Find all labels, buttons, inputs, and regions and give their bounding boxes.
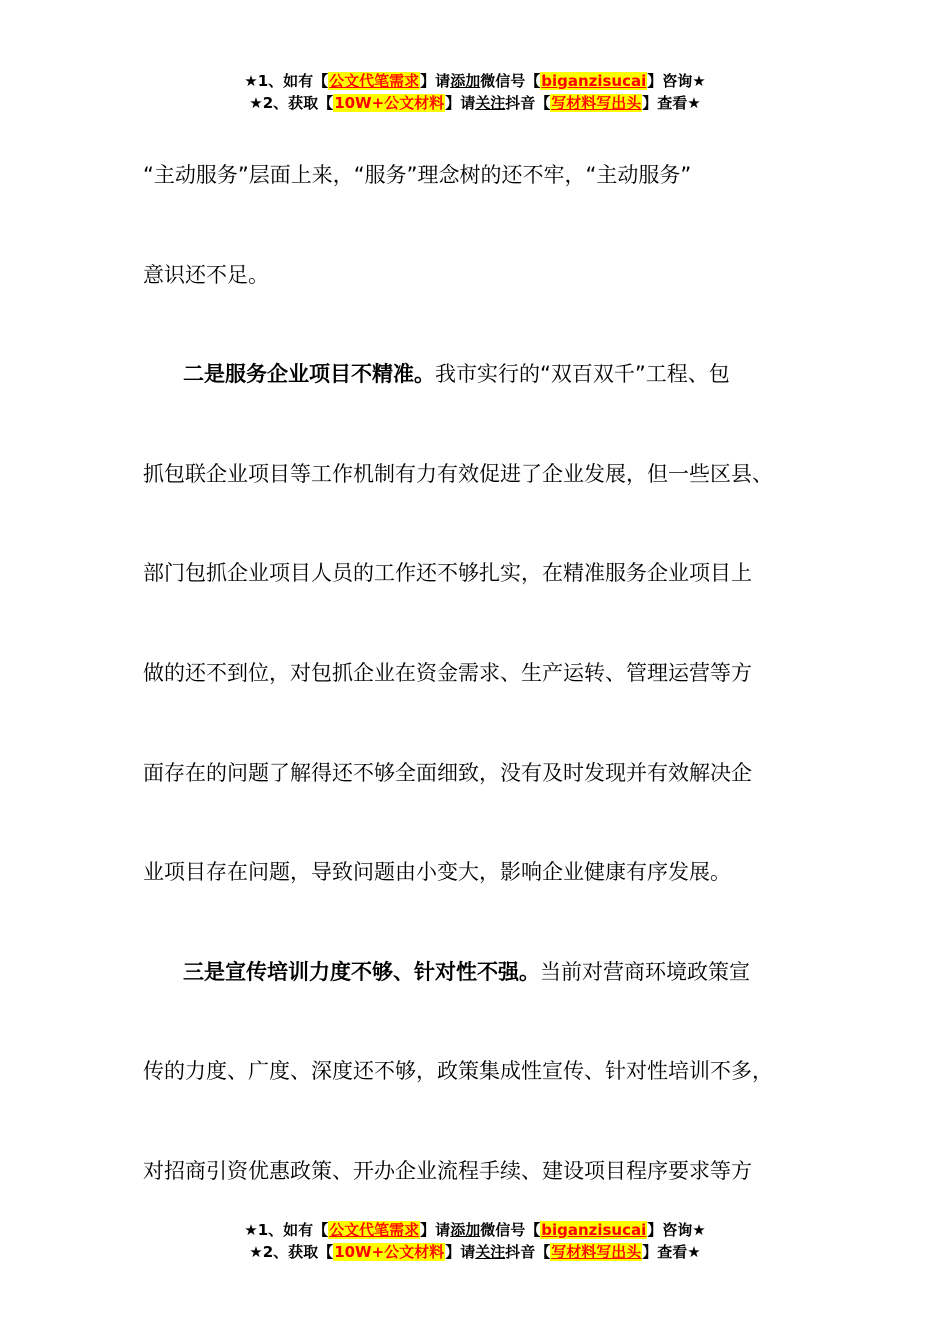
body-line: 面存在的问题了解得还不够全面细致，没有及时发现并有效解决企 — [143, 760, 752, 785]
promo-highlight-douyin: 写材料写出头 — [551, 94, 642, 112]
promo-highlight-douyin: 写材料写出头 — [551, 1243, 642, 1261]
promo-line-2: ★2、获取【10W+公文材料】请关注抖音【写材料写出头】查看★ — [249, 1243, 701, 1261]
document-body — [143, 126, 833, 1222]
promo-line-2: ★2、获取【10W+公文材料】请关注抖音【写材料写出头】查看★ — [249, 94, 701, 112]
paragraph-3-first-line: 三是宣传培训力度不够、针对性不强。当前对营商环境政策宣 — [183, 959, 750, 984]
promo-highlight-service: 公文代笔需求 — [329, 72, 420, 90]
footer-promo-banner — [0, 1219, 950, 1263]
paragraph-2-lead: 二是服务企业项目不精准。 — [183, 362, 435, 387]
promo-highlight-materials: 10W+公文材料 — [334, 1243, 445, 1261]
body-line: 意识还不足。 — [143, 262, 269, 287]
body-line: 部门包抓企业项目人员的工作还不够扎实，在精准服务企业项目上 — [143, 561, 752, 586]
body-line: “主动服务”层面上来，“服务”理念树的还不牢，“主动服务” — [143, 163, 692, 187]
promo-highlight-wechat: biganzisucai — [541, 1221, 647, 1239]
promo-line-1: ★1、如有【公文代笔需求】请添加微信号【biganzisucai】咨询★ — [244, 72, 706, 90]
body-line: 对招商引资优惠政策、开办企业流程手续、建设项目程序要求等方 — [143, 1158, 752, 1183]
promo-highlight-service: 公文代笔需求 — [329, 1221, 420, 1239]
header-promo-banner — [0, 70, 950, 114]
body-line: 抓包联企业项目等工作机制有力有效促进了企业发展，但一些区县、 — [143, 461, 773, 486]
paragraph-3-lead: 三是宣传培训力度不够、针对性不强。 — [183, 959, 540, 984]
promo-line-1: ★1、如有【公文代笔需求】请添加微信号【biganzisucai】咨询★ — [244, 1221, 706, 1239]
body-line: 传的力度、广度、深度还不够，政策集成性宣传、针对性培训不多， — [143, 1059, 773, 1084]
body-line: 业项目存在问题，导致问题由小变大，影响企业健康有序发展。 — [143, 860, 731, 885]
promo-highlight-materials: 10W+公文材料 — [334, 94, 445, 112]
promo-highlight-wechat: biganzisucai — [541, 72, 647, 90]
paragraph-2-first-line: 二是服务企业项目不精准。我市实行的“双百双千”工程、包 — [183, 362, 730, 387]
body-line: 做的还不到位，对包抓企业在资金需求、生产运转、管理运营等方 — [143, 660, 752, 685]
